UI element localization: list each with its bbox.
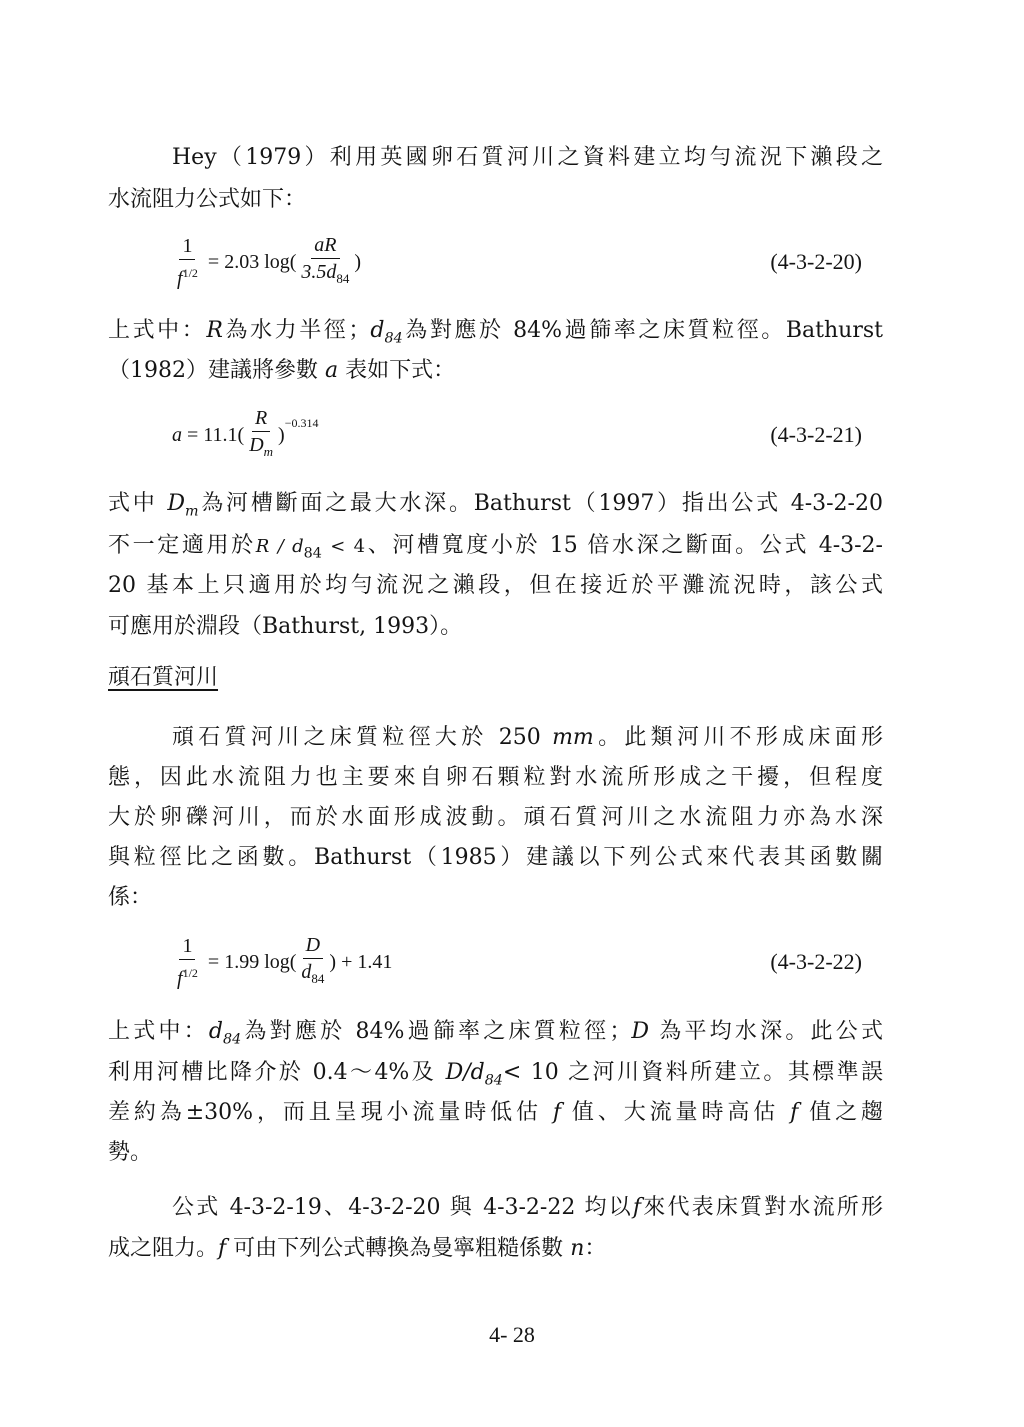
- equation-number: (4-3-2-22): [770, 949, 862, 974]
- paragraph-line: 公式 4-3-2-19、4-3-2-20 與 4-3-2-22 均以f來代表床質對水流所形: [172, 1195, 883, 1220]
- paragraph-line: 差約為±30%，而且呈現小流量時低估 f 值、大流量時高估 f 值之趨: [108, 1100, 883, 1125]
- paragraph-line: 態，因此水流阻力也主要來自卵石顆粒對水流所形成之干擾，但程度: [108, 765, 883, 790]
- equation-number: (4-3-2-21): [770, 422, 862, 447]
- fraction: $\frac{D}{d_{84}}$: [301, 934, 325, 986]
- fraction: $\frac{1}{f^{1/2}}$: [177, 934, 198, 990]
- fraction: $\frac{aR}{3.5d_{84}}$: [301, 234, 350, 286]
- paragraph-line: 頑石質河川之床質粒徑大於 250 mm。此類河川不形成床面形: [172, 725, 883, 750]
- fraction: $\frac{R}{D_m}$: [249, 407, 274, 459]
- page-number: 4- 28: [489, 1322, 535, 1347]
- paragraph-line: 利用河槽比降介於 0.4～4%及 $D/d_{84}< 10$ 之河川資料所建立。其標準誤: [108, 1060, 883, 1089]
- paragraph-line: 水流阻力公式如下：: [108, 187, 307, 212]
- paragraph-line: 不一定適用於$R / d_{84} < 4$、河槽寬度小於 15 倍水深之斷面。公式 4-3-2-: [108, 533, 883, 562]
- paragraph-line: 上式中：$d_{84}$為對應於 84%過篩率之床質粒徑；D 為平均水深。此公式: [108, 1019, 883, 1048]
- paragraph-line: 可應用於淵段（Bathurst, 1993）。: [108, 614, 463, 639]
- equation-4-3-2-22: $\frac{1}{f^{1/2}}$ = 1.99 log( $\frac{D}{d_{84}}$ ) + 1.41 (4-3-2-22): [172, 932, 862, 992]
- section-heading: 頑石質河川: [108, 665, 219, 690]
- paragraph-line: 上式中：R為水力半徑；$d_{84}$為對應於 84%過篩率之床質粒徑。Bathurst: [108, 318, 883, 347]
- paragraph-line: （1982）建議將參數 a 表如下式：: [108, 358, 456, 383]
- paragraph-line: 與粒徑比之函數。Bathurst（1985）建議以下列公式來代表其函數關: [108, 845, 883, 870]
- equation-number: (4-3-2-20): [770, 249, 862, 274]
- paragraph-line: 20 基本上只適用於均勻流況之瀨段，但在接近於平灘流況時，該公式: [108, 573, 883, 598]
- paragraph-line: 成之阻力。f 可由下列公式轉換為曼寧粗糙係數 n：: [108, 1236, 607, 1261]
- paragraph-line: 勢。: [108, 1140, 153, 1165]
- paragraph-line: 式中 $D_m$為河槽斷面之最大水深。Bathurst（1997）指出公式 4-3-2-20: [108, 491, 883, 520]
- paragraph-line: 係：: [108, 885, 153, 910]
- paragraph-line: 大於卵礫河川，而於水面形成波動。頑石質河川之水流阻力亦為水深: [108, 805, 883, 830]
- paragraph-line: Hey（1979）利用英國卵石質河川之資料建立均勻流況下瀨段之: [172, 145, 883, 170]
- fraction: $\frac{1}{f^{1/2}}$: [177, 234, 198, 290]
- equation-4-3-2-21: a = 11.1( $\frac{R}{D_m}$ ) $^{-0.314}$ (4-3-2-21): [172, 405, 862, 465]
- equation-4-3-2-20: $\frac{1}{f^{1/2}}$ = 2.03 log( $\frac{aR}{3.5d_{84}}$ ) (4-3-2-20): [172, 232, 862, 292]
